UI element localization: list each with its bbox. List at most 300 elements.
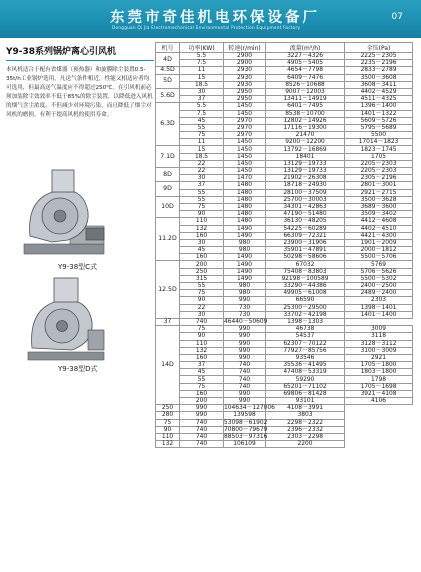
table-row	[156, 153, 413, 160]
power-cell: 110	[180, 340, 224, 347]
speed-cell: 1490	[224, 232, 266, 239]
model-cell: 9D	[156, 182, 180, 196]
flow-cell: 17116－19300	[266, 124, 345, 131]
flow-cell: 18718－24930	[266, 182, 345, 189]
pressure-cell: 2303	[345, 297, 413, 304]
table-row	[156, 218, 413, 225]
speed-cell: 740	[224, 362, 266, 369]
flow-cell: 54225－60289	[266, 225, 345, 232]
flow-cell: 35536－41495	[266, 362, 345, 369]
speed-cell: 980	[224, 239, 266, 246]
pressure-cell: 2200	[266, 441, 345, 448]
speed-cell: 1490	[224, 268, 266, 275]
table-row	[156, 168, 413, 175]
pressure-cell: 3500－3608	[345, 74, 413, 81]
pressure-cell: 1705－1698	[345, 383, 413, 390]
flow-cell: 77927－85756	[266, 347, 345, 354]
speed-cell: 980	[224, 290, 266, 297]
flow-cell: 21902－26308	[266, 175, 345, 182]
flow-cell: 13792－16869	[266, 146, 345, 153]
pressure-cell: 3509－3402	[345, 211, 413, 218]
pressure-cell: 1398－1303	[266, 318, 345, 325]
speed-cell: 1470	[224, 175, 266, 182]
flow-cell: 49905－61008	[266, 290, 345, 297]
table-row	[156, 362, 413, 369]
table-row	[156, 354, 413, 361]
table-row	[156, 124, 413, 131]
power-cell: 55	[180, 283, 224, 290]
flow-cell: 9200－12200	[266, 139, 345, 146]
speed-cell: 2950	[224, 88, 266, 95]
power-cell: 90	[180, 333, 224, 340]
speed-cell: 980	[224, 283, 266, 290]
pressure-cell: 4108－3991	[266, 405, 345, 412]
pressure-cell: 3608－3411	[345, 81, 413, 88]
power-cell: 45	[180, 247, 224, 254]
speed-cell: 730	[224, 311, 266, 318]
flow-cell: 53098－61902	[224, 419, 268, 426]
power-cell: 18.5	[180, 81, 224, 88]
power-cell: 250	[180, 268, 224, 275]
spec-table-container	[155, 42, 412, 448]
pressure-cell: 1705－1800	[345, 362, 413, 369]
flow-cell: 23900－31906	[266, 239, 345, 246]
speed-cell: 1450	[224, 168, 266, 175]
pressure-cell: 5609－5726	[345, 117, 413, 124]
speed-cell: 2930	[224, 81, 266, 88]
power-cell: 132	[180, 225, 224, 232]
pressure-cell: 2833－2789	[345, 67, 413, 74]
table-row	[156, 132, 413, 139]
power-cell: 90	[180, 297, 224, 304]
speed-cell: 2900	[224, 60, 266, 67]
flow-cell: 88503－97316	[224, 434, 268, 441]
speed-cell: 990	[224, 354, 266, 361]
flow-cell: 66590	[266, 297, 345, 304]
power-cell: 45	[180, 117, 224, 124]
speed-cell: 980	[224, 247, 266, 254]
product-description	[6, 44, 154, 120]
flow-cell: 50298－58606	[266, 254, 345, 261]
flow-cell: 46440－50609	[224, 319, 268, 326]
pressure-cell: 5500－5706	[345, 254, 413, 261]
flow-cell: 104634－127006	[224, 405, 275, 412]
power-cell: 30	[180, 175, 224, 182]
pressure-cell: 2801－3001	[345, 182, 413, 189]
pressure-cell: 2225－2305	[345, 53, 413, 60]
figure-caption-d-type: Y9-38型D式	[58, 365, 98, 373]
speed-cell: 2970	[224, 117, 266, 124]
model-cell: 10D	[156, 196, 180, 218]
pressure-cell: 5500－5302	[345, 275, 413, 282]
pressure-cell: 2000－1812	[345, 247, 413, 254]
pressure-cell: 5706－5626	[345, 268, 413, 275]
flow-cell: 106109	[224, 441, 266, 448]
pressure-cell: 5500	[345, 132, 413, 139]
speed-cell: 740	[180, 318, 224, 325]
speed-cell: 1450	[224, 110, 266, 117]
flow-cell: 21470	[266, 132, 345, 139]
table-row	[156, 318, 413, 325]
power-cell: 160	[180, 390, 224, 397]
pressure-cell: 17014－1823	[345, 139, 413, 146]
table-row	[156, 311, 413, 318]
pressure-cell: 5795－5689	[345, 124, 413, 131]
table-row	[156, 74, 413, 81]
pressure-cell: 5769	[345, 261, 413, 268]
power-cell: 90	[156, 426, 180, 433]
page-number: 07	[391, 12, 403, 22]
flow-cell: 70800－79679	[224, 426, 268, 433]
speed-cell: 2930	[224, 74, 266, 81]
table-row	[156, 211, 413, 218]
table-header-row	[156, 43, 413, 53]
power-cell: 160	[180, 354, 224, 361]
table-row	[156, 254, 413, 261]
power-cell: 75	[156, 419, 180, 426]
header-model: 机号	[156, 43, 180, 53]
table-row	[156, 283, 413, 290]
pressure-cell: 4402－4529	[345, 88, 413, 95]
speed-cell: 1480	[224, 182, 266, 189]
flow-cell: 4905－5405	[266, 60, 345, 67]
table-row	[156, 398, 413, 405]
pressure-cell: 3921－4108	[345, 390, 413, 397]
power-cell: 75	[180, 132, 224, 139]
power-cell: 55	[180, 189, 224, 196]
flow-cell: 33290－44386	[266, 283, 345, 290]
pressure-cell: 1803－1800	[345, 369, 413, 376]
pressure-cell: 4106	[345, 398, 413, 405]
table-row	[156, 53, 413, 60]
pressure-cell: 1401－1400	[345, 311, 413, 318]
speed-cell: 990	[224, 297, 266, 304]
fan-d-type-illustration	[22, 272, 114, 364]
flow-cell: 13129－19733	[266, 168, 345, 175]
header-power: 功率(KW)	[180, 43, 224, 53]
table-row	[156, 196, 413, 203]
speed-cell: 1490	[224, 261, 266, 268]
model-cell: 5D	[156, 74, 180, 88]
pressure-cell: 4412－4608	[345, 218, 413, 225]
power-cell: 75	[180, 203, 224, 210]
flow-cell: 33702－42198	[266, 311, 345, 318]
header-flow: 流量(m³/h)	[266, 43, 345, 53]
power-cell: 55	[180, 124, 224, 131]
speed-cell: 1480	[224, 218, 266, 225]
pressure-cell: 1798	[345, 376, 413, 383]
power-cell: 110	[156, 433, 180, 440]
power-cell: 55	[180, 376, 224, 383]
power-cell: 7.5	[180, 60, 224, 67]
model-cell: 4D	[156, 53, 180, 67]
pressure-cell: 2921	[345, 354, 413, 361]
speed-cell: 2970	[224, 124, 266, 131]
speed-cell: 1480	[224, 189, 266, 196]
pressure-cell: 4402－4510	[345, 225, 413, 232]
speed-cell: 1450	[224, 153, 266, 160]
flow-cell: 46738	[266, 326, 345, 333]
power-cell: 315	[180, 275, 224, 282]
flow-cell: 6401－7495	[266, 103, 345, 110]
flow-cell: 18401	[266, 153, 345, 160]
table-row	[156, 88, 413, 95]
speed-cell: 740	[180, 426, 224, 433]
pressure-cell: 1823－1745	[345, 146, 413, 153]
model-cell: 11.2D	[156, 218, 180, 261]
power-cell: 132	[180, 347, 224, 354]
table-row	[156, 189, 413, 196]
table-row	[156, 383, 413, 390]
table-row	[156, 261, 413, 268]
flow-cell: 34301－42863	[266, 203, 345, 210]
speed-cell: 1450	[224, 103, 266, 110]
flow-cell: 25300－29500	[266, 304, 345, 311]
speed-cell: 1490	[224, 254, 266, 261]
table-row	[156, 419, 413, 426]
power-cell: 15	[180, 74, 224, 81]
power-cell: 280	[156, 412, 180, 419]
table-row	[156, 326, 413, 333]
table-row	[156, 441, 413, 448]
flow-cell: 4654－7798	[266, 67, 345, 74]
speed-cell: 1480	[224, 211, 266, 218]
power-cell: 90	[180, 211, 224, 218]
table-row	[156, 433, 413, 440]
table-row	[156, 239, 413, 246]
figure-caption-c-type: Y9-38型C式	[58, 263, 98, 271]
power-cell: 200	[180, 261, 224, 268]
flow-cell: 8538－10700	[266, 110, 345, 117]
speed-cell: 740	[224, 383, 266, 390]
table-row	[156, 160, 413, 167]
header-pressure: 全压(Pa)	[345, 43, 413, 53]
table-row	[156, 333, 413, 340]
flow-cell: 47190－51480	[266, 211, 345, 218]
speed-cell: 1450	[224, 139, 266, 146]
pressure-cell: 2235－2196	[345, 60, 413, 67]
header-speed: 转速(r/min)	[224, 43, 266, 53]
power-cell: 11	[180, 67, 224, 74]
flow-cell: 67032	[266, 261, 345, 268]
power-cell: 30	[180, 239, 224, 246]
model-cell: 6.3D	[156, 103, 180, 146]
speed-cell: 1450	[224, 160, 266, 167]
speed-cell: 730	[224, 304, 266, 311]
flow-cell: 6409－7476	[266, 74, 345, 81]
power-cell: 55	[180, 196, 224, 203]
speed-cell: 2930	[224, 67, 266, 74]
power-cell: 7.5	[180, 110, 224, 117]
flow-cell: 25700－30003	[266, 196, 345, 203]
table-row	[156, 110, 413, 117]
power-cell: 15	[180, 146, 224, 153]
table-row	[156, 376, 413, 383]
flow-cell: 13411－14919	[266, 96, 345, 103]
power-cell: 37	[180, 96, 224, 103]
model-cell: 12.5D	[156, 261, 180, 319]
table-row	[156, 175, 413, 182]
table-row	[156, 426, 413, 433]
table-row	[156, 247, 413, 254]
table-row	[156, 369, 413, 376]
table-row	[156, 347, 413, 354]
speed-cell: 2970	[224, 132, 266, 139]
speed-cell: 990	[180, 412, 224, 419]
flow-cell: 75408－83803	[266, 268, 345, 275]
speed-cell: 1490	[224, 225, 266, 232]
model-cell: 8D	[156, 168, 180, 182]
flow-cell: 65201－71102	[266, 383, 345, 390]
flow-cell: 54537	[266, 333, 345, 340]
power-cell: 30	[180, 311, 224, 318]
pressure-cell: 2400－2500	[345, 283, 413, 290]
flow-cell: 28100－37509	[266, 189, 345, 196]
flow-cell: 36130－48205	[266, 218, 345, 225]
flow-cell: 62307－70122	[266, 340, 345, 347]
speed-cell: 740	[224, 369, 266, 376]
company-name-english: Dongguan Qi Jia Electromechanical Environmental Protection Equipment Factory	[112, 26, 301, 31]
pressure-cell: 2396－2332	[266, 426, 345, 433]
power-cell: 37	[180, 362, 224, 369]
speed-cell: 1480	[224, 203, 266, 210]
pressure-cell: 2305－2196	[345, 175, 413, 182]
table-row	[156, 103, 413, 110]
power-cell: 75	[180, 290, 224, 297]
intro-paragraph: 本风机适合于配有省煤器（预热器）和旋膜除尘装置0.5-35t/h工业锅炉选用。凡送气条件相近，性能又相适应者均可选用，但最高送气温度应不得超过250℃。在引风机前必须加装除尘效效率不低于85%的除尘装置，以降低进入风机的烟气含尘浓度，不但减少对环境污染，而且降低了烟尘对风机的磨损，有利于提高风机的使用寿命。	[6, 67, 153, 118]
speed-cell: 740	[180, 441, 224, 448]
table-row	[156, 290, 413, 297]
pressure-cell: 1705	[345, 153, 413, 160]
pressure-cell: 2205－2303	[345, 168, 413, 175]
header-banner	[0, 0, 421, 38]
pressure-cell: 4511－4325	[345, 96, 413, 103]
speed-cell: 740	[180, 419, 224, 426]
power-cell: 37	[156, 318, 180, 325]
power-cell: 5.5	[180, 53, 224, 60]
pressure-cell: 3128－3112	[345, 340, 413, 347]
pressure-cell: 3100－3009	[345, 347, 413, 354]
series-title: Y9-38系列锅炉离心引风机	[6, 44, 154, 61]
power-cell: 45	[180, 369, 224, 376]
flow-cell: 92198－100589	[266, 275, 345, 282]
fan-spec-table	[155, 42, 413, 448]
flow-cell: 3227－4326	[266, 53, 345, 60]
flow-cell: 12802－14926	[266, 117, 345, 124]
speed-cell: 990	[224, 398, 266, 405]
table-row	[156, 60, 413, 67]
pressure-cell: 1398－1401	[345, 304, 413, 311]
flow-cell: 93546	[266, 354, 345, 361]
pressure-cell: 1401－1322	[345, 110, 413, 117]
power-cell: 30	[180, 88, 224, 95]
power-cell: 160	[180, 254, 224, 261]
flow-cell: 47408－53319	[266, 369, 345, 376]
table-row	[156, 275, 413, 282]
table-row	[156, 304, 413, 311]
speed-cell: 990	[224, 390, 266, 397]
speed-cell: 740	[180, 433, 224, 440]
flow-cell: 35901－47891	[266, 247, 345, 254]
speed-cell: 1490	[224, 275, 266, 282]
pressure-cell: 2303－2298	[266, 433, 345, 440]
fan-c-type-illustration	[22, 166, 114, 258]
model-cell: 7.1D	[156, 146, 180, 168]
speed-cell: 990	[224, 326, 266, 333]
power-cell: 110	[180, 218, 224, 225]
table-row	[156, 297, 413, 304]
table-row	[156, 81, 413, 88]
table-row	[156, 225, 413, 232]
pressure-cell: 3118	[345, 333, 413, 340]
power-cell: 5.5	[180, 103, 224, 110]
table-row	[156, 67, 413, 74]
pressure-cell: 4421－4300	[345, 232, 413, 239]
table-row	[156, 182, 413, 189]
speed-cell: 1450	[224, 146, 266, 153]
pressure-cell: 1396－1400	[345, 103, 413, 110]
table-row	[156, 232, 413, 239]
table-row	[156, 268, 413, 275]
power-cell: 132	[156, 441, 180, 448]
speed-cell: 990	[224, 340, 266, 347]
table-row	[156, 146, 413, 153]
power-cell: 160	[180, 232, 224, 239]
power-cell: 37	[180, 182, 224, 189]
pressure-cell: 2298－2322	[266, 419, 345, 426]
power-cell: 22	[180, 160, 224, 167]
flow-cell: 9007－12003	[266, 88, 345, 95]
speed-cell: 990	[180, 405, 224, 412]
power-cell: 200	[180, 398, 224, 405]
pressure-cell: 1901－2009	[345, 239, 413, 246]
pressure-cell: 2489－2400	[345, 290, 413, 297]
company-name: 东莞市奇佳机电环保设备厂	[110, 10, 320, 26]
table-row	[156, 412, 413, 419]
table-body	[156, 53, 413, 448]
table-row	[156, 117, 413, 124]
model-cell: 5.6D	[156, 88, 180, 102]
flow-cell: 66309－72321	[266, 232, 345, 239]
pressure-cell: 2205－2303	[345, 160, 413, 167]
pressure-cell: 2921－2715	[345, 189, 413, 196]
flow-cell: 8526－10688	[266, 81, 345, 88]
speed-cell: 2900	[224, 53, 266, 60]
power-cell: 11	[180, 139, 224, 146]
flow-cell: 139598	[224, 412, 266, 419]
model-cell: 4.5D	[156, 67, 180, 74]
power-cell: 75	[180, 326, 224, 333]
table-row	[156, 405, 413, 412]
model-cell: 14D	[156, 326, 180, 405]
flow-cell: 93101	[266, 398, 345, 405]
speed-cell: 740	[224, 376, 266, 383]
power-cell: 75	[180, 383, 224, 390]
table-row	[156, 203, 413, 210]
pressure-cell: 3803	[266, 412, 345, 419]
speed-cell: 990	[224, 347, 266, 354]
power-cell: 22	[180, 304, 224, 311]
table-row	[156, 340, 413, 347]
pressure-cell: 3500－3628	[345, 196, 413, 203]
speed-cell: 1480	[224, 196, 266, 203]
power-cell: 250	[156, 405, 180, 412]
speed-cell: 990	[224, 333, 266, 340]
table-row	[156, 96, 413, 103]
power-cell: 22	[180, 168, 224, 175]
flow-cell: 59290	[266, 376, 345, 383]
table-row	[156, 390, 413, 397]
